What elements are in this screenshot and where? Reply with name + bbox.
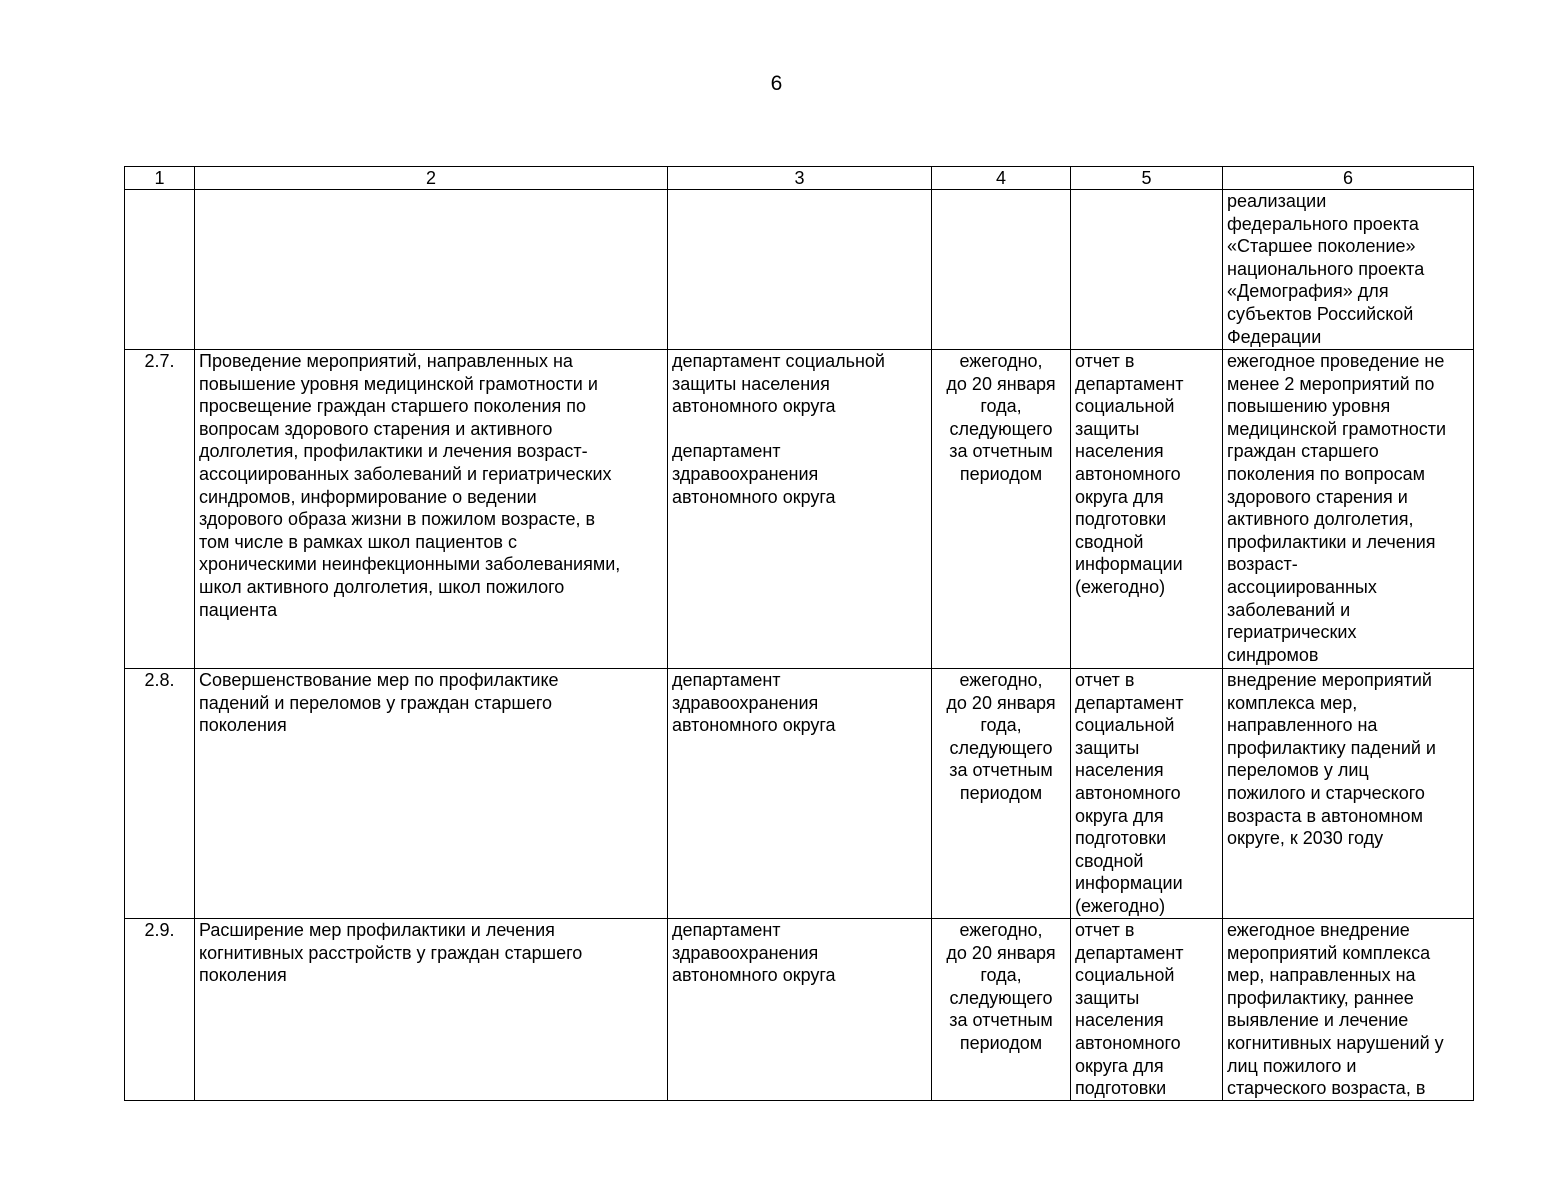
column-header-4: 4: [932, 167, 1071, 190]
column-header-5: 5: [1071, 167, 1223, 190]
term-cell: [932, 190, 1071, 350]
executor-cell: департамент здравоохранения автономного округа: [668, 919, 932, 1101]
row-number: [125, 190, 195, 350]
term-cell: ежегодно, до 20 января года, следующего за отчетным периодом: [932, 669, 1071, 919]
report-cell: отчет в департамент социальной защиты населения автономного округа для подготовки сводной информации (ежегодно): [1071, 350, 1223, 669]
activities-table: [124, 166, 1474, 1101]
page-number: 6: [770, 72, 783, 95]
executor-cell: департамент здравоохранения автономного округа: [668, 669, 932, 919]
table-row: [125, 190, 1474, 350]
table-header-row: [125, 167, 1474, 190]
term-cell: ежегодно, до 20 января года, следующего за отчетным периодом: [932, 919, 1071, 1101]
term-cell: ежегодно, до 20 января года, следующего за отчетным периодом: [932, 350, 1071, 669]
column-header-1: 1: [125, 167, 195, 190]
executor-cell: департамент социальной защиты населения автономного округа департамент здравоохранения автономного округа: [668, 350, 932, 669]
column-header-6: 6: [1223, 167, 1474, 190]
column-header-2: 2: [195, 167, 668, 190]
result-cell: внедрение мероприятий комплекса мер, направленного на профилактику падений и переломов у лиц пожилого и старческого возраста в автономном округе, к 2030 году: [1223, 669, 1474, 919]
table-row: [125, 669, 1474, 919]
row-number: 2.9.: [125, 919, 195, 1101]
report-cell: [1071, 190, 1223, 350]
result-cell: реализации федерального проекта «Старшее поколение» национального проекта «Демография» для субъектов Российской Федерации: [1223, 190, 1474, 350]
row-number: 2.7.: [125, 350, 195, 669]
activity-cell: Совершенствование мер по профилактике падений и переломов у граждан старшего поколения: [195, 669, 668, 919]
report-cell: отчет в департамент социальной защиты населения автономного округа для подготовки: [1071, 919, 1223, 1101]
activity-cell: [195, 190, 668, 350]
executor-cell: [668, 190, 932, 350]
table-row: [125, 350, 1474, 669]
result-cell: ежегодное проведение не менее 2 мероприятий по повышению уровня медицинской грамотности граждан старшего поколения по вопросам здорового старения и активного долголетия, профилактики и лечения возраст- ассоциированных заболеваний и гериатрических синдромов: [1223, 350, 1474, 669]
result-cell: ежегодное внедрение мероприятий комплекса мер, направленных на профилактику, раннее выявление и лечение когнитивных нарушений у лиц пожилого и старческого возраста, в: [1223, 919, 1474, 1101]
column-header-3: 3: [668, 167, 932, 190]
row-number: 2.8.: [125, 669, 195, 919]
table-row: [125, 919, 1474, 1101]
report-cell: отчет в департамент социальной защиты населения автономного округа для подготовки сводной информации (ежегодно): [1071, 669, 1223, 919]
activity-cell: Расширение мер профилактики и лечения когнитивных расстройств у граждан старшего поколения: [195, 919, 668, 1101]
activity-cell: Проведение мероприятий, направленных на повышение уровня медицинской грамотности и просвещение граждан старшего поколения по вопросам здорового старения и активного долголетия, профилактики и лечения возраст- ассоциированных заболеваний и гериатрических синдромов, информирование о ведении здорового образа жизни в пожилом возрасте, в том числе в рамках школ пациентов с хроническими неинфекционными заболеваниями, школ активного долголетия, школ пожилого пациента: [195, 350, 668, 669]
